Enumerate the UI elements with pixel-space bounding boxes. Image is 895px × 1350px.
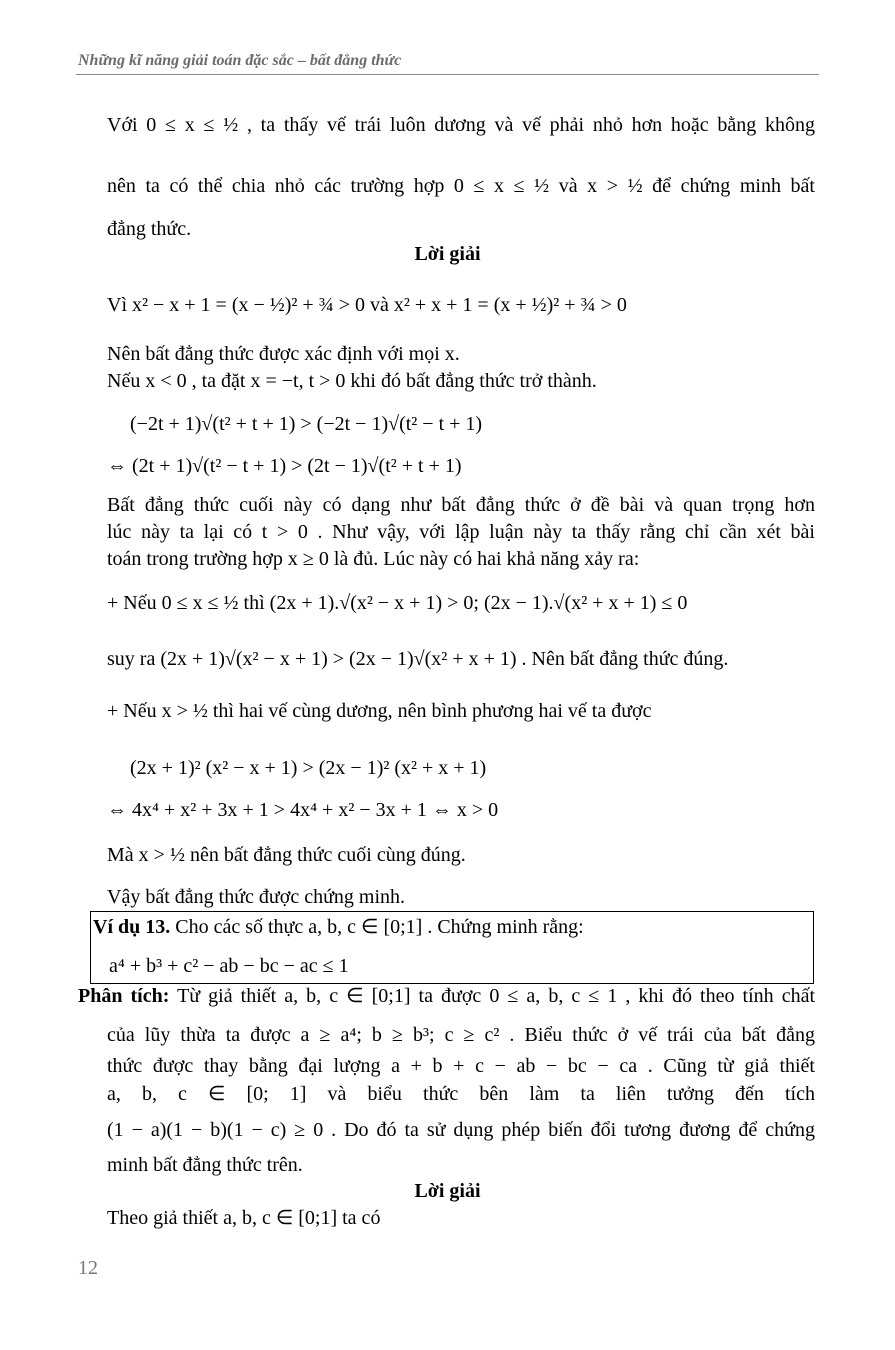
example-box (90, 911, 814, 984)
analysis-line: thức được thay bằng đại lượng a + b + c − ab − bc − ca . Cũng từ giả thiết (107, 1055, 815, 1077)
analysis-line: của lũy thừa ta được a ≥ a⁴; b ≥ b³; c ≥ c² . Biểu thức ở vế trái của bất đẳng (107, 1024, 815, 1046)
solution-heading: Lời giải (414, 1180, 481, 1202)
analysis-label: Phân tích: (78, 985, 170, 1007)
running-header: Những kĩ năng giải toán đặc sắc – bất đẳng thức (78, 52, 402, 69)
body-line: Với 0 ≤ x ≤ ½ , ta thấy vế trái luôn dương và vế phải nhỏ hơn hoặc bằng không (107, 114, 815, 136)
solution-line: Theo giả thiết a, b, c ∈ [0;1] ta có (107, 1207, 381, 1229)
body-line: Bất đẳng thức cuối này có dạng như bất đẳng thức ở đề bài và quan trọng hơn (107, 494, 815, 516)
solution-heading: Lời giải (414, 243, 481, 265)
body-line: toán trong trường hợp x ≥ 0 là đủ. Lúc này có hai khả năng xảy ra: (107, 548, 640, 570)
example-text: Cho các số thực a, b, c ∈ [0;1] . Chứng minh rằng: (175, 916, 584, 938)
example-formula: a⁴ + b³ + c² − ab − bc − ac ≤ 1 (109, 955, 349, 977)
body-line: + Nếu 0 ≤ x ≤ ½ thì (2x + 1).√(x² − x + 1) > 0; (2x − 1).√(x² + x + 1) ≤ 0 (107, 592, 688, 614)
analysis-line: a, b, c ∈ [0; 1] và biểu thức bên làm ta liên tưởng đến tích (107, 1083, 815, 1105)
body-line: Nếu x < 0 , ta đặt x = −t, t > 0 khi đó bất đẳng thức trở thành. (107, 370, 597, 392)
body-line: đẳng thức. (107, 218, 192, 240)
analysis-first-line (78, 984, 815, 1008)
analysis-line: (1 − a)(1 − b)(1 − c) ≥ 0 . Do đó ta sử dụng phép biến đổi tương đương để chứng (107, 1119, 815, 1141)
body-line: Vì x² − x + 1 = (x − ½)² + ¾ > 0 và x² + x + 1 = (x + ½)² + ¾ > 0 (107, 294, 627, 316)
example-statement (93, 915, 584, 939)
page-number: 12 (78, 1257, 98, 1279)
body-line: (2x + 1)² (x² − x + 1) > (2x − 1)² (x² + x + 1) (130, 757, 487, 779)
body-line: Mà x > ½ nên bất đẳng thức cuối cùng đúng. (107, 844, 466, 866)
body-line: + Nếu x > ½ thì hai vế cùng dương, nên bình phương hai vế ta được (107, 700, 652, 722)
body-line: suy ra (2x + 1)√(x² − x + 1) > (2x − 1)√(x² + x + 1) . Nên bất đẳng thức đúng. (107, 648, 729, 670)
body-line: Vậy bất đẳng thức được chứng minh. (107, 886, 406, 908)
body-line: ⇔ 4x⁴ + x² + 3x + 1 > 4x⁴ + x² − 3x + 1 ⇔ x > 0 (107, 799, 499, 821)
body-line: (−2t + 1)√(t² + t + 1) > (−2t − 1)√(t² − t + 1) (130, 413, 483, 435)
analysis-first-text: Từ giả thiết a, b, c ∈ [0;1] ta được 0 ≤ a, b, c ≤ 1 , khi đó theo tính chất (177, 985, 816, 1007)
body-line: nên ta có thể chia nhỏ các trường hợp 0 ≤ x ≤ ½ và x > ½ để chứng minh bất (107, 175, 815, 197)
body-line: Nên bất đẳng thức được xác định với mọi x. (107, 343, 460, 365)
analysis-line: minh bất đẳng thức trên. (107, 1154, 303, 1176)
header-rule (76, 74, 819, 75)
body-line: lúc này ta lại có t > 0 . Như vậy, với lập luận này ta thấy rằng chỉ cần xét bài (107, 521, 815, 543)
body-line: ⇔ (2t + 1)√(t² − t + 1) > (2t − 1)√(t² + t + 1) (107, 455, 462, 477)
example-label: Ví dụ 13. (93, 916, 171, 938)
